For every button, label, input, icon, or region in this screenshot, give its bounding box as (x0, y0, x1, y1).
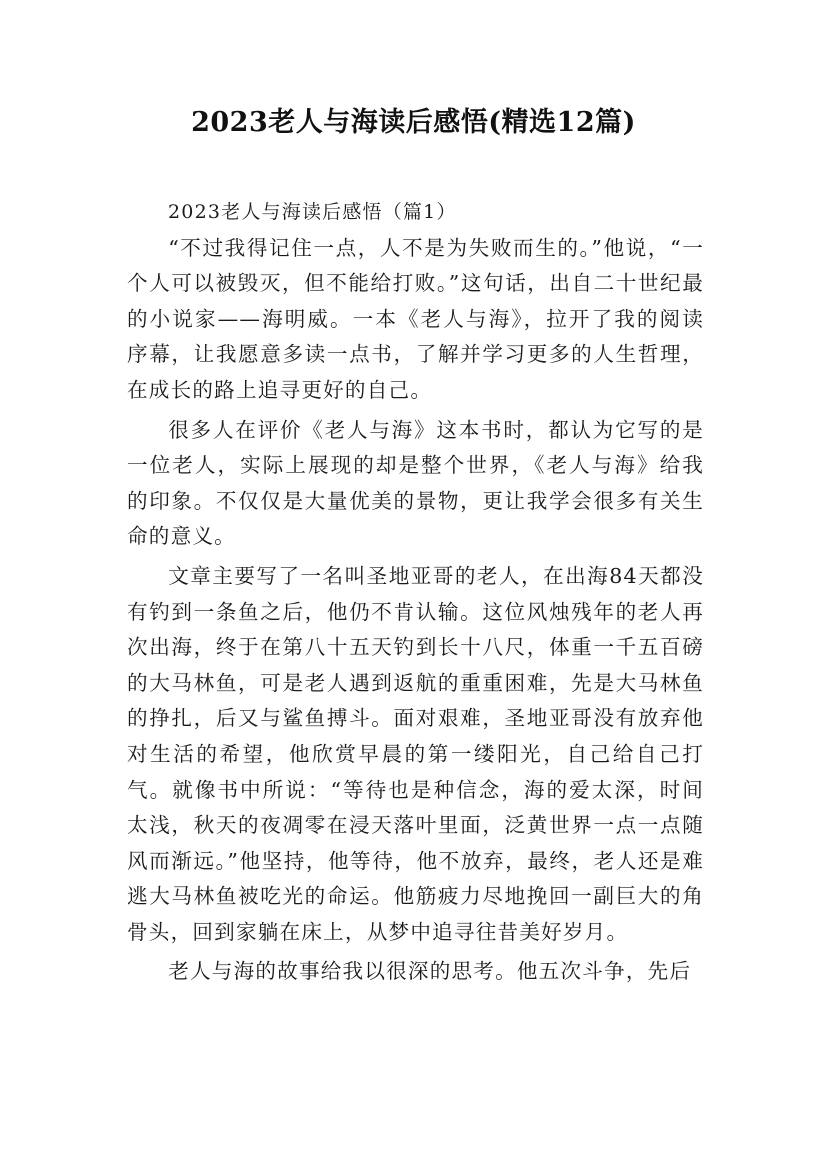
paragraph-1: “不过我得记住一点，人不是为失败而生的。”他说，“一个人可以被毁灭，但不能给打败。”这句话，出自二十世纪最的小说家——海明威。一本《老人与海》，拉开了我的阅读序幕，让我愿意多读一点书，了解并学习更多的人生哲理，在成长的路上追寻更好的自己。 (127, 235, 704, 402)
section-heading: 2023老人与海读后感悟（篇1） (168, 201, 457, 223)
paragraph-3: 文章主要写了一名叫圣地亚哥的老人，在出海84天都没有钓到一条鱼之后，他仍不肯认输。这位风烛残年的老人再次出海，终于在第八十五天钓到长十八尺，体重一千五百磅的大马林鱼，可是老人遇到返航的重重困难，先是大马林鱼的挣扎，后又与鲨鱼搏斗。面对艰难，圣地亚哥没有放弃他对生活的希望，他欣赏早晨的第一缕阳光，自己给自己打气。就像书中所说：“等待也是种信念，海的爱太深，时间太浅，秋天的夜凋零在浸天落叶里面，泛黄世界一点一点随风而渐远。”他坚持，他等待，他不放弃，最终，老人还是难逃大马林鱼被吃光的命运。他筋疲力尽地挽回一副巨大的角骨头，回到家躺在床上，从梦中追寻往昔美好岁月。 (127, 563, 704, 944)
document-title: 2023老人与海读后感悟(精选12篇) (191, 107, 636, 138)
paragraph-4: 老人与海的故事给我以很深的思考。他五次斗争，先后 (168, 959, 692, 984)
document-body (127, 195, 704, 990)
paragraph-2: 很多人在评价《老人与海》这本书时，都认为它写的是一位老人，实际上展现的却是整个世界，《老人与海》给我的印象。不仅仅是大量优美的景物，更让我学会很多有关生命的意义。 (127, 417, 704, 549)
